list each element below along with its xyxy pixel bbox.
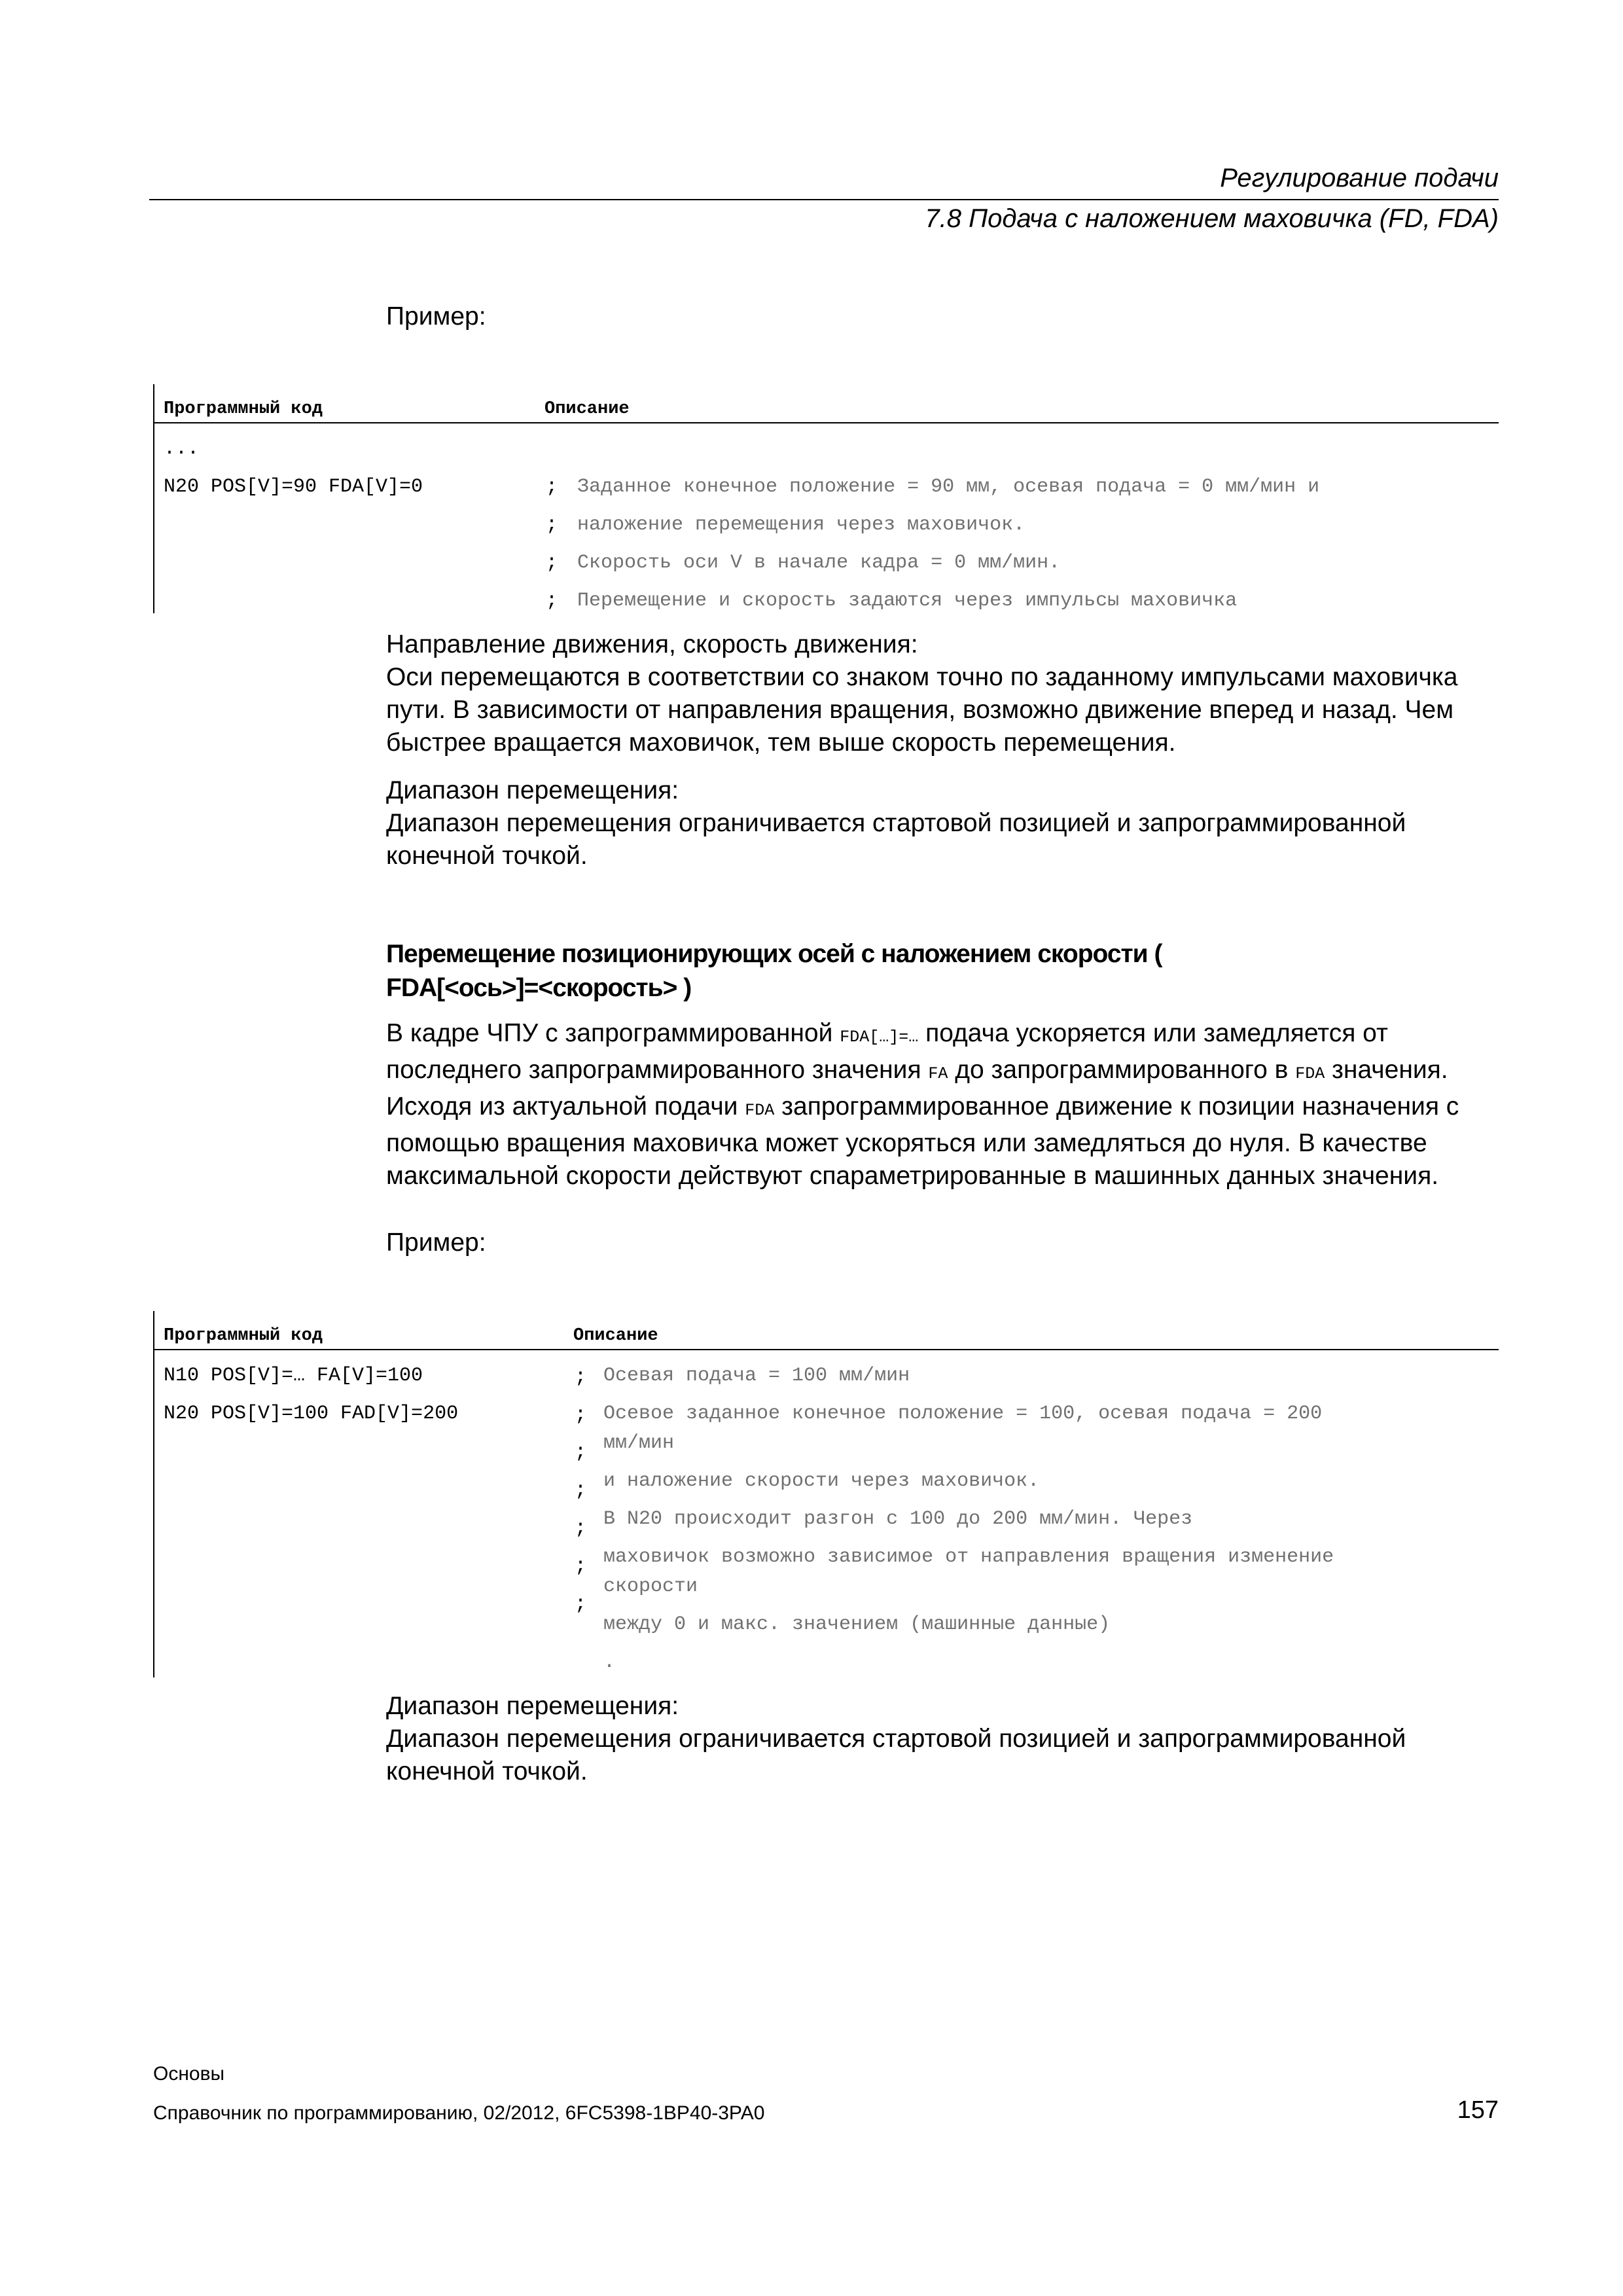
fda-paragraph: [386, 1017, 1512, 1193]
inline-code: FA: [928, 1064, 948, 1083]
range-title: Диапазон перемещения:: [386, 776, 679, 804]
text-run: В кадре ЧПУ с запрограммированной: [386, 1019, 840, 1047]
comment-marker: ;: [575, 1593, 587, 1615]
section-heading: [386, 937, 1512, 1005]
direction-title: Направление движения, скорость движения:: [386, 630, 918, 658]
comment-marker: ;: [575, 1404, 587, 1426]
inline-code: FDA: [1295, 1064, 1325, 1083]
text-run: значения. Исходя из актуальной подачи: [386, 1056, 1448, 1121]
code-line: N20 POS[V]=100 FAD[V]=200: [164, 1403, 459, 1425]
section-title: 7.8 Подача с наложением маховичка (FD, FDA): [925, 204, 1499, 233]
table-header-rule: [153, 422, 1499, 423]
range-title: Диапазон перемещения:: [386, 1692, 679, 1720]
table-left-rule: [153, 1311, 154, 1677]
comment-text: маховичок возможно зависимое от направления вращения изменение: [603, 1546, 1334, 1568]
code-line: N20 POS[V]=90 FDA[V]=0: [164, 476, 423, 498]
text-run: подача ускоряется или замедляется от последнего запрограммированного значения: [386, 1019, 1388, 1084]
comment-text: Осевое заданное конечное положение = 100, осевая подача = 200: [603, 1403, 1323, 1425]
comment-marker: ;: [575, 1366, 587, 1388]
comment-marker: ;: [546, 514, 558, 536]
comment-marker: ;: [575, 1555, 587, 1577]
inline-code: FDA: [745, 1101, 775, 1120]
column-header-code: Программный код: [164, 399, 323, 419]
chapter-title: Регулирование подачи: [1220, 164, 1499, 192]
comment-text: и наложение скорости через маховичок.: [603, 1470, 1040, 1492]
page-number: 157: [1457, 2096, 1499, 2124]
footer-reference: Справочник по программированию, 02/2012, 6FC5398-1BP40-3PA0: [153, 2102, 765, 2124]
column-header-description: Описание: [544, 399, 630, 419]
direction-text: Оси перемещаются в соответствии со знаком точно по заданному импульсами маховичка пути. В зависимости от направления вращения, возможно движение вперед и назад. Чем быстрее вращается маховичок, тем выше скорость перемещения.: [386, 663, 1458, 757]
example-label: Пример:: [386, 302, 486, 331]
comment-text: Перемещение и скорость задаются через импульсы маховичка: [577, 590, 1238, 612]
text-run: запрограммированное движение к позиции назначения с помощью вращения маховичка может ускоряться или замедляться до нуля. В качестве максимальной скорости действуют спараметрированные в машинных данных значения.: [386, 1092, 1459, 1190]
comment-marker: ;: [575, 1479, 587, 1501]
comment-text: наложение перемещения через маховичок.: [577, 514, 1026, 536]
column-header-code: Программный код: [164, 1326, 323, 1346]
code-line: ...: [164, 438, 200, 460]
text-run: до запрограммированного в: [948, 1056, 1296, 1084]
comment-text: Осевая подача = 100 мм/мин: [603, 1365, 910, 1387]
section-heading-line: FDA[<ось>]=<скорость> ): [386, 974, 692, 1002]
inline-code: FDA[…]=…: [840, 1028, 919, 1047]
comment-marker: ;: [546, 552, 558, 574]
comment-text: скорости: [603, 1575, 698, 1598]
code-line: N10 POS[V]=… FA[V]=100: [164, 1365, 423, 1387]
range-text: Диапазон перемещения ограничивается стартовой позицией и запрограммированной конечной точкой.: [386, 1725, 1406, 1785]
section-heading-line: Перемещение позиционирующих осей с наложением скорости (: [386, 940, 1162, 968]
comment-marker: ;: [546, 590, 558, 612]
table-left-rule: [153, 384, 154, 613]
comment-text: В N20 происходит разгон с 100 до 200 мм/мин. Через: [603, 1508, 1193, 1530]
comment-marker: ;: [546, 476, 558, 498]
comment-text: .: [603, 1651, 616, 1674]
comment-text: Заданное конечное положение = 90 мм, осевая подача = 0 мм/мин и: [577, 476, 1320, 498]
table-header-rule: [153, 1349, 1499, 1350]
comment-text: мм/мин: [603, 1432, 675, 1454]
example-label: Пример:: [386, 1229, 486, 1257]
range-text: Диапазон перемещения ограничивается стартовой позицией и запрограммированной конечной точкой.: [386, 809, 1406, 870]
footer-book-title: Основы: [153, 2063, 225, 2085]
column-header-description: Описание: [573, 1326, 658, 1346]
comment-text: Скорость оси V в начале кадра = 0 мм/мин.: [577, 552, 1061, 574]
comment-text: между 0 и макс. значением (машинные данные): [603, 1613, 1111, 1636]
header-rule: [149, 199, 1499, 200]
comment-marker: ;: [575, 1441, 587, 1463]
comment-marker: ;: [575, 1517, 587, 1539]
